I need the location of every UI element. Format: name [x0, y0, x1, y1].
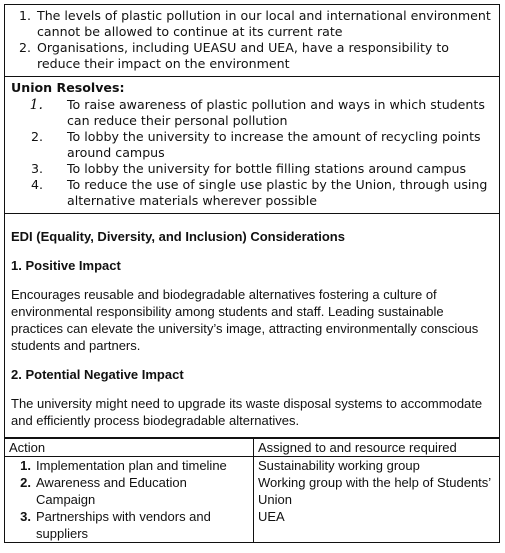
assigned-item: Working group with the help of Students’ Union — [258, 475, 491, 507]
resolve-number: 4. — [30, 177, 43, 192]
resolves-section — [4, 77, 500, 214]
positive-impact-text: Encourages reusable and biodegradable alternatives fostering a culture of environmental responsibility among students and staff. Leading sustainable practices can elevate the university’s image, attracting environmentally conscious students and partners. — [11, 287, 479, 353]
resolve-text: To lobby the university to increase the amount of recycling points around campus — [67, 129, 481, 160]
resolve-item — [11, 177, 493, 209]
action-number: 1. — [20, 458, 31, 473]
resolve-item — [11, 129, 493, 161]
belief-item — [11, 8, 493, 40]
belief-item — [11, 40, 493, 72]
beliefs-section — [4, 4, 500, 77]
resolve-item — [11, 161, 493, 177]
positive-impact-heading: 1. Positive Impact — [11, 258, 121, 273]
edi-heading: EDI (Equality, Diversity, and Inclusion) Considerations — [11, 229, 345, 244]
motion-document — [4, 4, 500, 543]
assigned-column-header: Assigned to and resource required — [254, 439, 500, 457]
action-number: 3. — [20, 509, 31, 524]
action-column-header: Action — [5, 439, 254, 457]
action-item — [13, 508, 249, 542]
resolve-number: 2. — [30, 129, 43, 144]
negative-impact-heading: 2. Potential Negative Impact — [11, 367, 184, 382]
action-cell — [5, 457, 254, 543]
resolve-text: To reduce the use of single use plastic by the Union, through using alternative materials wherever possible — [67, 177, 488, 208]
belief-text: The levels of plastic pollution in our local and international environment cannot be allowed to continue at its current rate — [37, 8, 491, 39]
belief-text: Organisations, including UEASU and UEA, have a responsibility to reduce their impact on the environment — [37, 40, 449, 71]
belief-number: 2. — [18, 40, 31, 55]
action-table — [4, 438, 500, 543]
resolves-heading: Union Resolves: — [11, 80, 125, 95]
action-item — [13, 457, 249, 474]
action-text: Awareness and Education Campaign — [36, 475, 187, 507]
resolve-number: 3. — [30, 161, 43, 176]
action-text: Implementation plan and timeline — [36, 458, 227, 473]
action-number: 2. — [20, 475, 31, 490]
assigned-cell — [254, 457, 500, 543]
action-text: Partnerships with vendors and suppliers — [36, 509, 211, 541]
resolve-text: To raise awareness of plastic pollution and ways in which students can reduce their personal pollution — [67, 97, 485, 128]
resolve-text: To lobby the university for bottle filling stations around campus — [67, 161, 467, 176]
belief-number: 1. — [18, 8, 31, 23]
table-row — [5, 457, 500, 543]
negative-impact-text: The university might need to upgrade its waste disposal systems to accommodate and efficiently process biodegradable alternatives. — [11, 396, 483, 428]
assigned-item: UEA — [258, 509, 285, 524]
table-header-row — [5, 439, 500, 457]
resolve-item — [11, 97, 493, 129]
resolve-number: 1. — [29, 97, 43, 113]
action-item — [13, 474, 249, 508]
assigned-item: Sustainability working group — [258, 458, 420, 473]
edi-section — [4, 214, 500, 438]
